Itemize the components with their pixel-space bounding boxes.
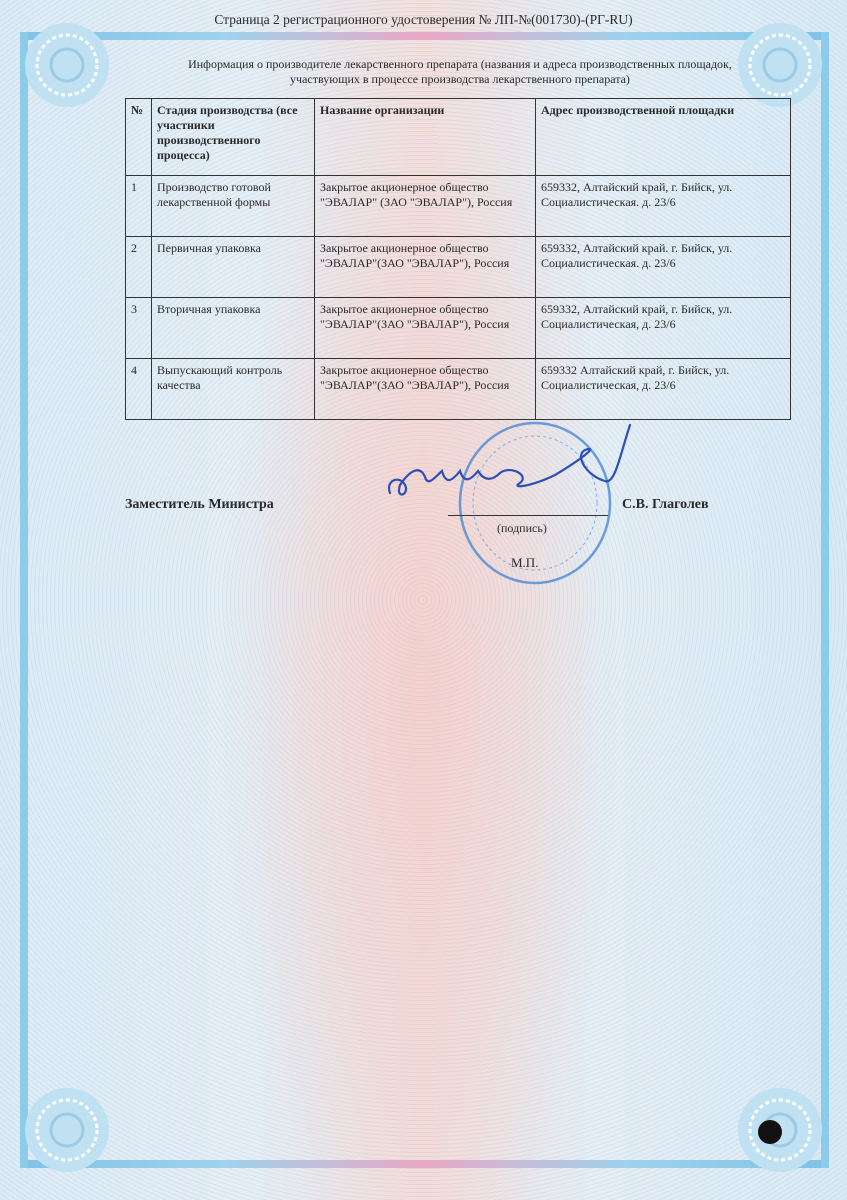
cell-stage: Вторичная упаковка [152, 298, 315, 359]
manufacturer-table [125, 98, 791, 420]
cell-number: 3 [126, 298, 152, 359]
cell-stage: Первичная упаковка [152, 237, 315, 298]
cell-stage: Выпускающий контроль качества [152, 359, 315, 420]
table-row [126, 298, 791, 359]
punch-hole-dot [758, 1120, 782, 1144]
header-number: № [126, 99, 152, 176]
cell-organization: Закрытое акционерное общество "ЭВАЛАР"(ЗАО "ЭВАЛАР"), Россия [315, 359, 536, 420]
frame-border-top [20, 32, 829, 40]
corner-rosette-icon [22, 1085, 112, 1175]
page-title: Страница 2 регистрационного удостоверения № ЛП-№(001730)-(РГ-RU) [214, 12, 633, 27]
table-intro [120, 57, 800, 87]
cell-address: 659332 Алтайский край, г. Бийск, ул. Социалистическая, д. 23/6 [536, 359, 791, 420]
cell-number: 1 [126, 176, 152, 237]
table-row [126, 237, 791, 298]
corner-rosette-icon [22, 20, 112, 110]
header-stage: Стадия производства (все участники производственного процесса) [152, 99, 315, 176]
cell-stage: Производство готовой лекарственной формы [152, 176, 315, 237]
intro-line: Информация о производителе лекарственного препарата (названия и адреса производственных площадок, [188, 57, 732, 71]
cell-number: 4 [126, 359, 152, 420]
intro-line: участвующих в процессе производства лекарственного препарата) [290, 72, 630, 86]
table-header-row [126, 99, 791, 176]
cell-number: 2 [126, 237, 152, 298]
signatory-role: Заместитель Министра [125, 497, 274, 512]
table-row [126, 359, 791, 420]
header-address: Адрес производственной площадки [536, 99, 791, 176]
seal-place-label: М.П. [511, 555, 539, 570]
signatory-name: С.В. Глаголев [622, 497, 709, 512]
signature-line [448, 515, 608, 516]
signature-caption: (подпись) [497, 521, 547, 535]
frame-border-right [821, 32, 829, 1168]
table-row [126, 176, 791, 237]
cell-address: 659332, Алтайский край. г. Бийск, ул. Социалистическая. д. 23/6 [536, 237, 791, 298]
cell-address: 659332, Алтайский край, г. Бийск, ул. Социалистическая. д. 23/6 [536, 176, 791, 237]
frame-border-left [20, 32, 28, 1168]
cell-organization: Закрытое акционерное общество "ЭВАЛАР" (ЗАО "ЭВАЛАР"), Россия [315, 176, 536, 237]
frame-border-bottom [20, 1160, 829, 1168]
cell-address: 659332, Алтайский край, г. Бийск, ул. Социалистическая, д. 23/6 [536, 298, 791, 359]
header-organization: Название организации [315, 99, 536, 176]
cell-organization: Закрытое акционерное общество "ЭВАЛАР"(ЗАО "ЭВАЛАР"), Россия [315, 237, 536, 298]
cell-organization: Закрытое акционерное общество "ЭВАЛАР"(ЗАО "ЭВАЛАР"), Россия [315, 298, 536, 359]
